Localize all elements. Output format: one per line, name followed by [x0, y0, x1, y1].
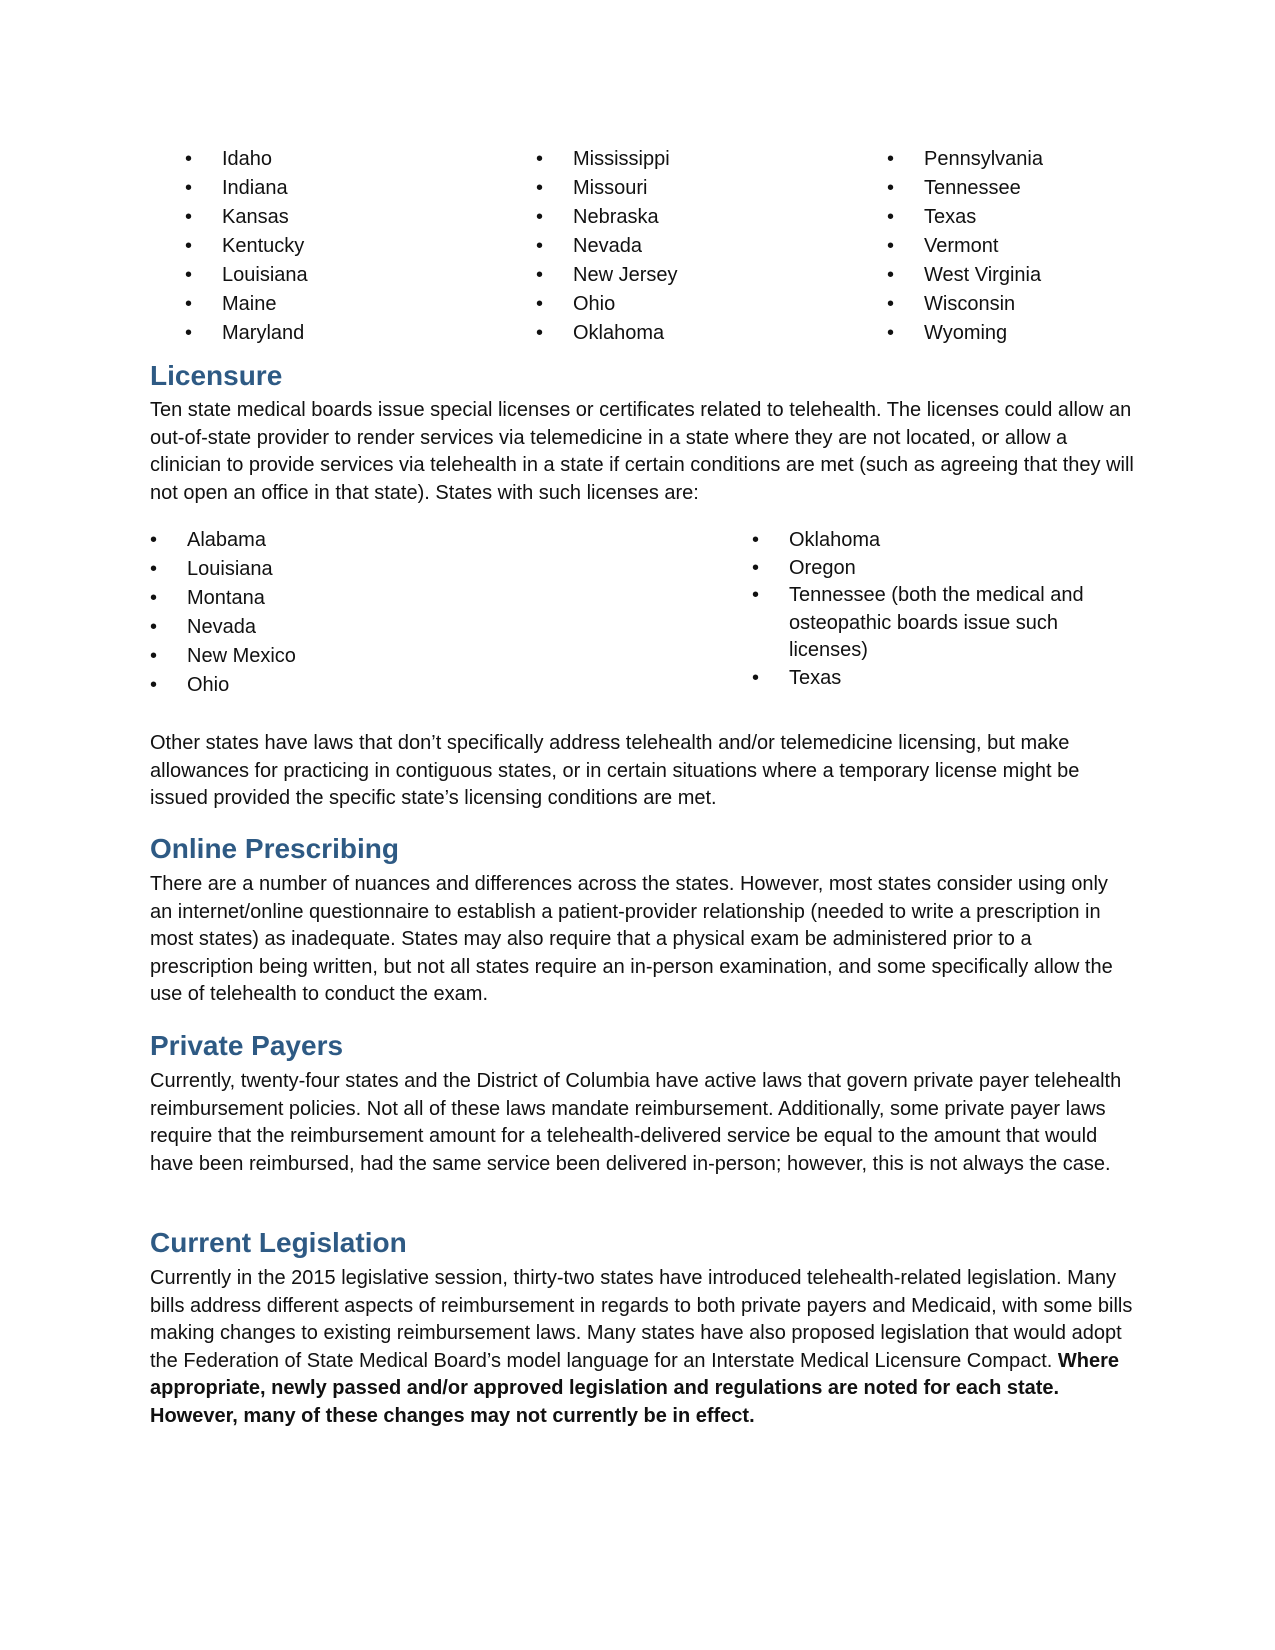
current-legislation-heading: Current Legislation [150, 1227, 407, 1258]
state-list-col1 [185, 145, 308, 348]
online-prescribing-heading: Online Prescribing [150, 833, 399, 864]
list-item: • Maryland [185, 319, 308, 348]
list-item: • Oklahoma [752, 527, 1122, 555]
list-item: • Louisiana [150, 555, 296, 584]
licensure-heading: Licensure [150, 360, 283, 391]
list-item: • Indiana [185, 174, 308, 203]
legislation-emphasis-text: Where appropriate, newly passed and/or approved legislation and regulations are noted for each state. However, many of these changes may not currently be in effect. [150, 1349, 1120, 1427]
list-item: • New Jersey [536, 261, 677, 290]
list-item: • Ohio [150, 671, 296, 700]
list-item: • Louisiana [185, 261, 308, 290]
list-item: • Wyoming [887, 319, 1043, 348]
list-item: • Kentucky [185, 232, 308, 261]
legislation-text: Currently in the 2015 legislative session, thirty-two states have introduced telehealth-related legislation. Many bills address different aspects of reimbursement in regards to both private payers and Medicaid, with some bills making changes to existing reimbursement laws. Many states have also proposed legislation that would adopt the Federation of State Medical Board’s model language for an Interstate Medical Licensure Compact. [150, 1267, 1133, 1372]
list-item: • Oklahoma [536, 319, 677, 348]
list-item: • Mississippi [536, 145, 677, 174]
list-item: • Tennessee [887, 174, 1043, 203]
licensure-paragraph: Ten state medical boards issue special licenses or certificates related to telehealth. The licenses could allow an out-of-state provider to render services via telemedicine in a state where they are not located, or allow a clinician to provide services via telehealth in a state if certain conditions are met (such as agreeing that they will not open an office in that state). States with such licenses are: [150, 399, 1134, 504]
private-payers-paragraph: Currently, twenty-four states and the District of Columbia have active laws that govern private payer telehealth reimbursement policies. Not all of these laws mandate reimbursement. Additionally, some private payer laws require that the reimbursement amount for a telehealth-delivered service be equal to the amount that would have been reimbursed, had the same service been delivered in-person; however, this is not always the case. [150, 1070, 1122, 1175]
private-payers-heading: Private Payers [150, 1030, 344, 1061]
state-list-col2 [536, 145, 677, 348]
list-item: • New Mexico [150, 642, 296, 671]
list-item: • Alabama [150, 526, 296, 555]
list-item: • Vermont [887, 232, 1043, 261]
list-item: • Missouri [536, 174, 677, 203]
list-item: • Nevada [536, 232, 677, 261]
list-item: • Texas [887, 203, 1043, 232]
list-item: • Oregon [752, 555, 1122, 583]
list-item: • Nebraska [536, 203, 677, 232]
list-item: • Ohio [536, 290, 677, 319]
list-item: • Tennessee (both the medical and osteopathic boards issue such licenses) [752, 582, 1122, 665]
state-list-col3 [887, 145, 1043, 348]
list-item: • West Virginia [887, 261, 1043, 290]
licensure-state-list-right [752, 527, 1122, 692]
list-item: • Maine [185, 290, 308, 319]
licensure-state-list-left [150, 526, 296, 700]
online-prescribing-paragraph: There are a number of nuances and differences across the states. However, most states consider using only an internet/online questionnaire to establish a patient-provider relationship (needed to write a prescription in most states) as inadequate. States may also require that a physical exam be administered prior to a prescription being written, but not all states require an in-person examination, and some specifically allow the use of telehealth to conduct the exam. [150, 873, 1113, 1005]
licensure-paragraph-2: Other states have laws that don’t specifically address telehealth and/or telemedicine licensing, but make allowances for practicing in contiguous states, or in certain situations where a temporary license might be issued provided the specific state’s licensing conditions are met. [150, 732, 1080, 809]
list-item: • Montana [150, 584, 296, 613]
current-legislation-paragraph [150, 1265, 1135, 1430]
list-item: • Kansas [185, 203, 308, 232]
list-item: • Idaho [185, 145, 308, 174]
list-item: • Texas [752, 665, 1122, 693]
list-item: • Pennsylvania [887, 145, 1043, 174]
list-item: • Nevada [150, 613, 296, 642]
list-item: • Wisconsin [887, 290, 1043, 319]
